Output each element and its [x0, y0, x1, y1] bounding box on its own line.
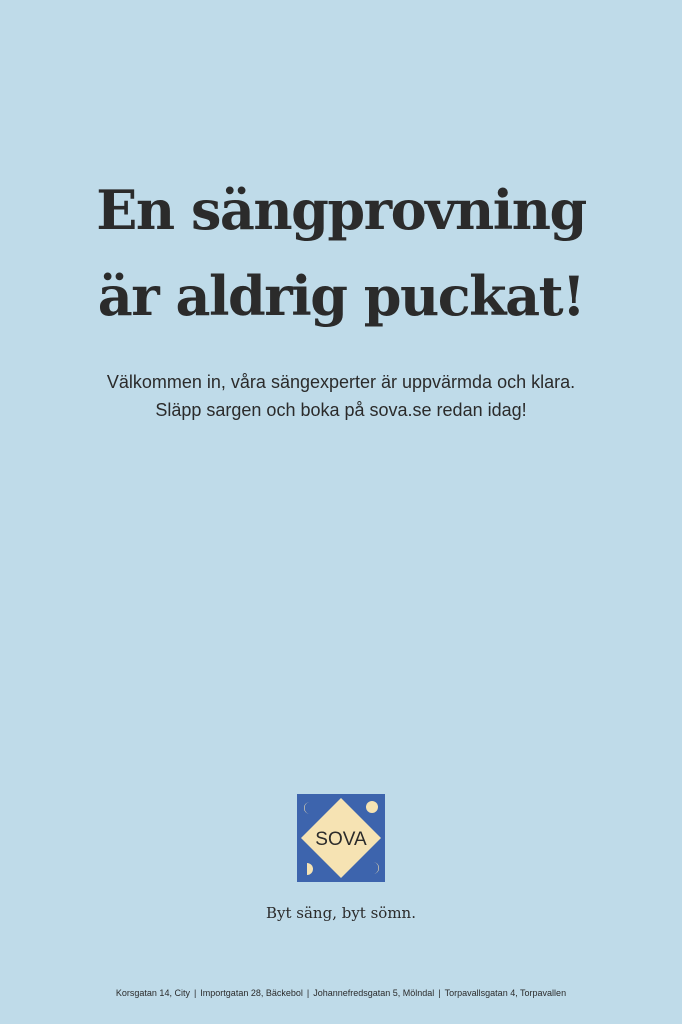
address-torpavallen: Torpavallsgatan 4, Torpavallen: [444, 988, 567, 998]
address-molndal: Johannefredsgatan 5, Mölndal: [313, 988, 435, 998]
subtext-line-2: Släpp sargen och boka på sova.se redan idag!: [155, 400, 527, 420]
address-separator: |: [193, 988, 197, 998]
address-separator: |: [438, 988, 441, 998]
address-separator: |: [306, 988, 310, 998]
sova-logo-icon: [297, 794, 385, 882]
subtext-line-1: Välkommen in, våra sängexperter är uppvärmda och klara.: [106, 372, 576, 392]
logo-text: SOVA: [315, 829, 367, 850]
headline-line-1: En sängprovning: [96, 178, 586, 242]
store-addresses: [0, 987, 682, 999]
address-city: Korsgatan 14, City: [115, 988, 190, 998]
sova-logo[interactable]: [297, 794, 385, 882]
full-moon-icon: [366, 801, 378, 813]
headline-line-2: är aldrig puckat!: [97, 264, 585, 328]
tagline: Byt säng, byt sömn.: [266, 904, 416, 922]
address-backebol: Importgatan 28, Bäckebol: [200, 988, 303, 998]
